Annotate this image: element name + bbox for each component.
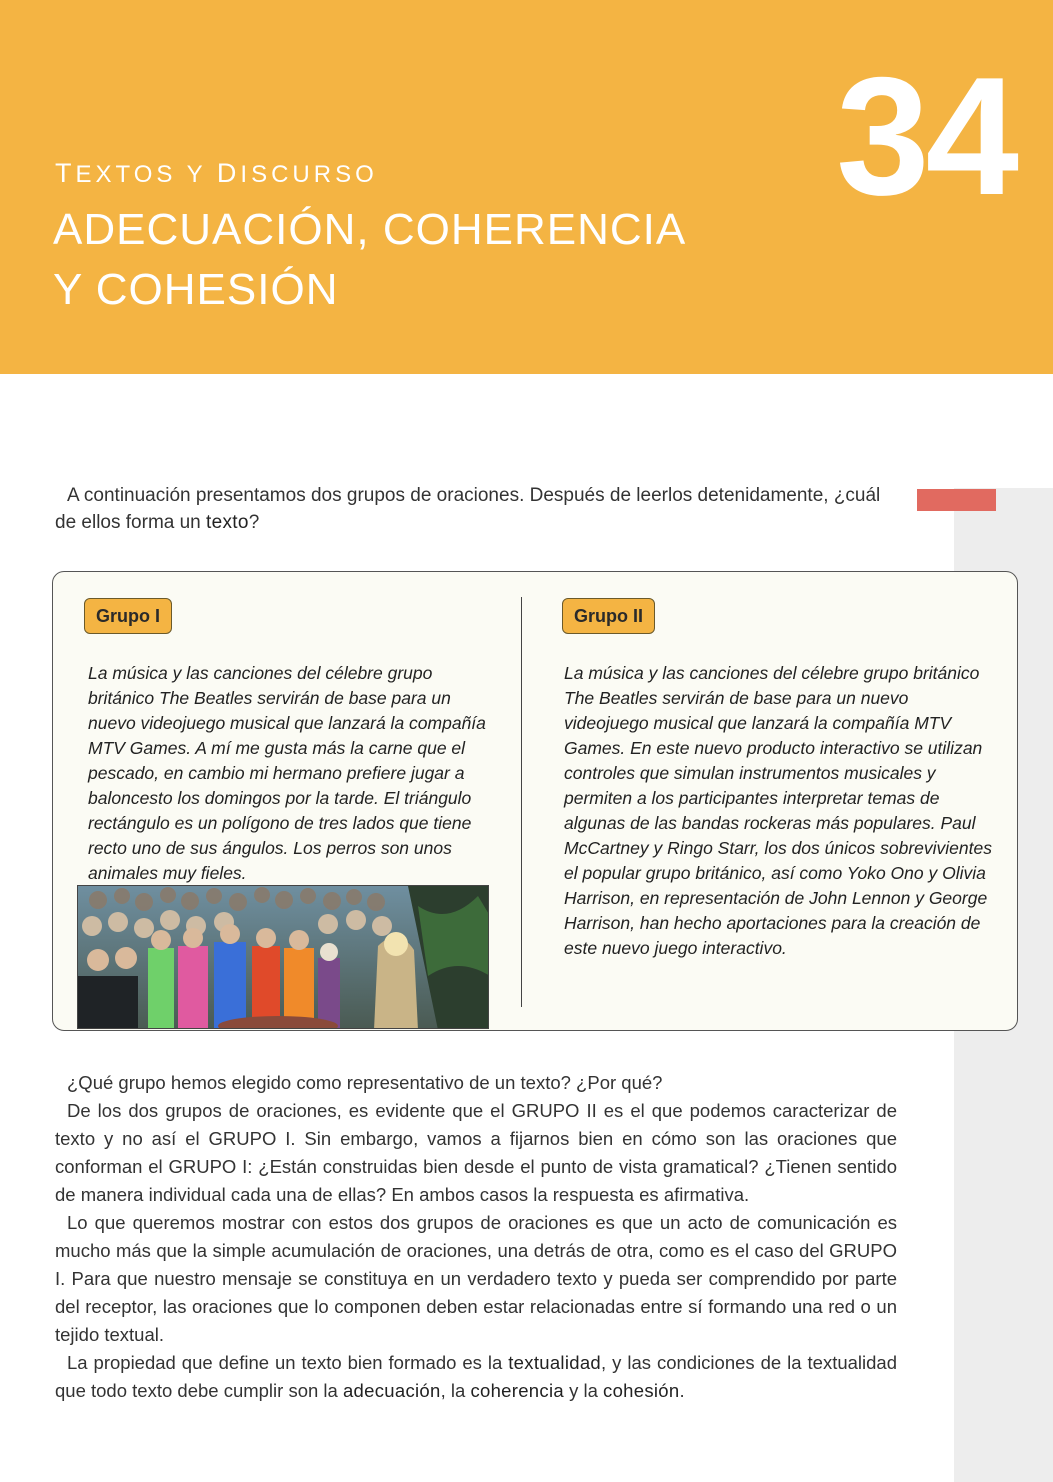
- paragraph-3: Lo que queremos mostrar con estos dos grupos de oraciones es que un acto de comunicación es mucho más que la simple acumulación de oraciones, una detrás de otra, como es el caso del GRUPO I. Para que nuestro mensaje se constituya en un verdadero texto y pueda ser comprendido por parte del receptor, las oraciones que lo componen deben estar relacionadas entre sí formando una red o un tejido textual.: [55, 1212, 897, 1345]
- body-text: [55, 1069, 897, 1405]
- keyword-textualidad: textualidad: [508, 1352, 602, 1373]
- chapter-header: [0, 0, 1053, 374]
- keyword-adecuacion: adecuación: [342, 1380, 441, 1401]
- intro-paragraph: A continuación presentamos dos grupos de oraciones. Después de leerlos detenidamente, ¿cuál de ellos forma un texto?: [55, 485, 881, 533]
- chapter-number: 34: [836, 42, 1015, 230]
- keyword-texto: texto: [206, 512, 249, 533]
- paragraph-question: ¿Qué grupo hemos elegido como representativo de un texto? ¿Por qué?: [67, 1072, 663, 1093]
- paragraph-2: De los dos grupos de oraciones, es evidente que el GRUPO II es el que podemos caracterizar de texto y no así el GRUPO I. Sin embargo, vamos a fijarnos bien en cómo son las oraciones que conforman el GRUPO I: ¿Están construidas bien desde el punto de vista gramatical? ¿Tienen sentido de manera individual cada una de ellas? En ambos casos la respuesta es afirmativa.: [55, 1100, 897, 1205]
- group1-label: Grupo I: [84, 598, 172, 634]
- group1-text: La música y las canciones del célebre grupo británico The Beatles servirán de base para un nuevo videojuego musical que lanzará la compañía MTV Games. A mí me gusta más la carne que el pescado, en cambio mi hermano prefiere jugar a baloncesto los domingos por la tarde. El triángulo rectángulo es un polígono de tres lados que tiene recto uno de sus ángulos. Los perros son unos animales muy fieles.: [88, 663, 486, 883]
- group2-label: Grupo II: [562, 598, 655, 634]
- section-kicker: TEXTOS Y DISCURSO: [55, 158, 378, 188]
- paragraph-4: La propiedad que define un texto bien formado es la textualidad, y las condiciones de la textualidad que todo texto debe cumplir son la adecuación, la coherencia y la cohesión.: [55, 1352, 897, 1401]
- keyword-coherencia: coherencia: [470, 1380, 564, 1401]
- column-divider: [521, 597, 522, 1007]
- group2-text: La música y las canciones del célebre grupo británico The Beatles servirán de base para un nuevo videojuego musical que lanzará la compañía MTV Games. En este nuevo producto interactivo se utilizan controles que simulan instrumentos musicales y permiten a los participantes interpretar temas de algunas de las bandas rockeras más populares. Paul McCartney y Ringo Starr, los dos únicos sobrevivientes el popular grupo británico, así como Yoko Ono y Olivia Harrison, en representación de John Lennon y George Harrison, han hecho aportaciones para la creación de este nuevo juego interactivo.: [564, 663, 992, 958]
- beatles-album-photo: [77, 885, 489, 1029]
- chapter-title: ADECUACIÓN, COHERENCIA Y COHESIÓN: [53, 205, 687, 314]
- keyword-cohesion: cohesión: [603, 1380, 680, 1401]
- section-marker: [917, 489, 996, 511]
